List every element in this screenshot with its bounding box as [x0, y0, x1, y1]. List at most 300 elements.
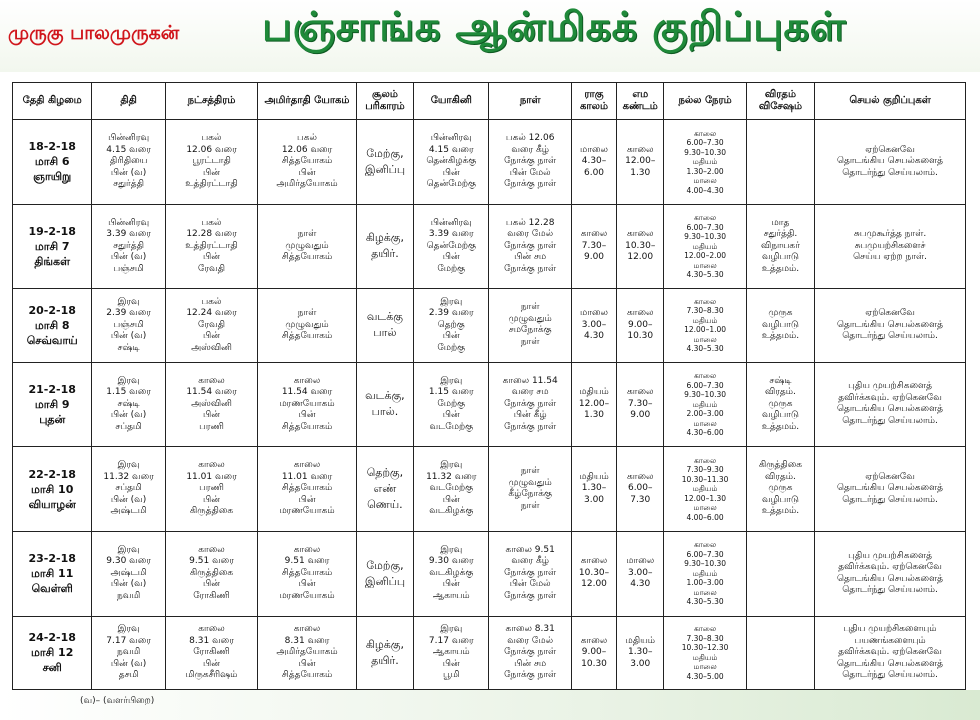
cell-line: காலை	[694, 128, 717, 138]
cell-line: உத்தமம்.	[761, 263, 800, 274]
cell-line: நாள்	[520, 336, 540, 347]
cell-line: வடக்கு	[366, 310, 403, 324]
cell-line: இரவு	[117, 296, 140, 307]
cell-line: அஷ்டமி	[110, 567, 147, 578]
cell-line: 7.30–	[581, 240, 607, 251]
cell-line: பரணி	[199, 483, 224, 494]
date-cell	[13, 447, 92, 532]
footer-note: (வ)– (வளர்பிறை)	[80, 696, 155, 706]
rahu-kalam-cell	[571, 120, 616, 205]
cell-line: தென்கிழக்கு	[426, 156, 477, 167]
cell-line: காலை	[694, 624, 717, 634]
column-header: நட்சத்திரம்	[165, 83, 257, 120]
cell-line: இரவு	[117, 624, 140, 635]
cell-line: நோக்கு நாள்	[504, 240, 557, 251]
cell-line: மாலை	[693, 587, 717, 597]
cell-line: சதுர்த்தி	[113, 179, 144, 190]
table-row	[13, 447, 966, 532]
cell-line: பின்	[203, 658, 220, 669]
cell-line: காலை	[627, 471, 654, 482]
cell-line: கீழ்நோக்கு	[508, 489, 552, 500]
cell-line: காலை	[694, 455, 717, 465]
cell-line: நோக்கு நாள்	[504, 156, 557, 167]
cell-line: தொடங்கிய செயல்களைத்	[837, 319, 944, 330]
cell-line: பின்	[203, 331, 220, 342]
cell-line: சதுர்த்தி.	[763, 229, 798, 240]
cell-line: மாசி 11	[31, 567, 74, 581]
nakshatram-cell	[165, 616, 257, 689]
cell-line: சித்தயோகம்	[281, 156, 333, 167]
cell-line: நோக்கு நாள்	[504, 567, 557, 578]
cell-line: பரணி	[199, 421, 224, 432]
cell-line: தொடர்ந்து செய்யலாம்.	[842, 167, 938, 178]
cell-line: காலை	[580, 229, 608, 240]
cell-line: 1.30–	[581, 483, 607, 494]
cell-line: பின்	[203, 494, 220, 505]
date-cell	[13, 531, 92, 616]
cell-line: 3.39 வரை	[428, 229, 474, 240]
cell-line: 2.39 வரை	[428, 308, 474, 319]
cell-line: பகல் 12.06	[505, 133, 555, 144]
cell-line: 7.30–9.30	[686, 465, 724, 475]
cell-line: முருக	[768, 308, 793, 319]
cell-line: சஷ்டி	[769, 375, 792, 386]
cell-line: மரணயோகம்	[279, 398, 335, 409]
yogam-cell	[258, 362, 357, 447]
cell-line: 12.24 வரை	[186, 308, 237, 319]
cell-line: நோக்கு நாள்	[504, 647, 557, 658]
cell-line: மாலை	[693, 260, 717, 270]
cell-line: இரவு	[440, 624, 463, 635]
naal-cell	[489, 531, 571, 616]
cell-line: புதிய முயற்சிகளைத்	[848, 550, 932, 561]
cell-line: காலை	[198, 544, 225, 555]
table-row	[13, 531, 966, 616]
table-row	[13, 204, 966, 289]
cell-line: முருக	[768, 483, 793, 494]
cell-line: காலை	[580, 635, 608, 646]
cell-line: பின்	[298, 658, 316, 669]
cell-line: 9.51 வரை	[284, 556, 330, 567]
cell-line: பஞ்சமி	[113, 263, 144, 274]
cell-line: சுபமுயற்சிகளைச்	[854, 240, 926, 251]
cell-line: மதியம்	[579, 387, 609, 398]
yogini-cell	[414, 120, 489, 205]
cell-line: பின்னிரவு	[430, 133, 472, 144]
page-title: பஞ்சாங்க ஆன்மிகக் குறிப்புகள்	[262, 4, 847, 50]
soolam-cell	[356, 531, 413, 616]
cell-line: நாள்	[520, 302, 540, 313]
cell-line: காலை	[627, 144, 654, 155]
cell-line: மதியம்	[692, 157, 718, 167]
cell-line: 4.00–6.00	[686, 512, 724, 522]
soolam-cell	[356, 362, 413, 447]
cell-line: தவிர்க்கவும். ஏற்கெனவே	[838, 392, 942, 403]
cell-line: வரை கீழ்	[511, 556, 549, 567]
cell-line: 6.00–7.30	[686, 380, 724, 390]
cell-line: தொடங்கிய செயல்களைத்	[837, 156, 944, 167]
cell-line: பகல்	[201, 133, 222, 144]
cell-line: 4.00–4.30	[686, 185, 724, 195]
cell-line: 9.30–10.30	[684, 232, 727, 242]
naal-cell	[489, 289, 571, 362]
cell-line: 11.32 வரை	[426, 471, 477, 482]
cell-line: வழிபாடு	[762, 252, 799, 263]
cell-line: 12.06 வரை	[186, 144, 237, 155]
cell-line: பின் சம	[514, 252, 547, 263]
date-cell	[13, 204, 92, 289]
cell-line: வெள்ளி	[31, 582, 73, 596]
cell-line: காலை 8.31	[505, 624, 555, 635]
naal-cell	[489, 204, 571, 289]
column-header: யோகினி	[414, 83, 489, 120]
cell-line: நாள்	[297, 308, 317, 319]
cell-line: முழுவதும்	[508, 313, 552, 324]
cell-line: மதியம்	[692, 652, 718, 662]
cell-line: காலை 9.51	[505, 544, 555, 555]
table-row	[13, 120, 966, 205]
cell-line: விநாயகர்	[761, 240, 800, 251]
cell-line: நோக்கு நாள்	[504, 398, 557, 409]
cell-line: 10.30–	[578, 567, 610, 578]
cell-line: 3.39 வரை	[106, 229, 151, 240]
cell-line: புதிய முயற்சிகளையும்	[843, 624, 937, 635]
cell-line: ஆகாயம்	[432, 647, 470, 658]
cell-line: பின்	[442, 331, 460, 342]
column-header: செயல் குறிப்புகள்	[815, 83, 966, 120]
cell-line: பால்.	[371, 405, 399, 419]
cell-line: பின்	[298, 167, 316, 178]
cell-line: 11.54 வரை	[281, 387, 333, 398]
cell-line: மரணயோகம்	[279, 590, 335, 601]
cell-line: அமிர்தயோகம்	[276, 647, 338, 658]
cell-line: பின்	[442, 494, 460, 505]
notes-cell	[815, 531, 966, 616]
cell-line: புதன்	[39, 412, 66, 426]
cell-line: 3.00	[583, 494, 605, 505]
cell-line: 12.00	[627, 252, 654, 263]
cell-line: காலை	[198, 460, 225, 471]
cell-line: காலை	[198, 624, 225, 635]
cell-line: தென்மேற்கு	[426, 240, 476, 251]
cell-line: தொடங்கிய செயல்களைத்	[837, 658, 944, 669]
cell-line: தசமி	[118, 670, 139, 681]
cell-line: இரவு	[117, 544, 140, 555]
cell-line: சஷ்டி	[117, 398, 140, 409]
cell-line: வரை மேல்	[507, 635, 554, 646]
cell-line: தயிர்.	[371, 247, 399, 261]
cell-line: 12.00–	[625, 156, 656, 167]
cell-line: மதியம்	[692, 315, 718, 325]
cell-line: காலை	[694, 213, 717, 223]
cell-line: 8.31 வரை	[284, 635, 330, 646]
cell-line: 9.30–10.30	[684, 559, 727, 569]
cell-line: 11.01 வரை	[281, 471, 333, 482]
cell-line: 12.00–1.30	[684, 493, 727, 503]
cell-line: காலை	[293, 544, 321, 555]
cell-line: ஆகாயம்	[432, 590, 470, 601]
cell-line: செவ்வாய்	[26, 333, 78, 347]
cell-line: வழிபாடு	[762, 410, 799, 421]
nalla-neram-cell	[664, 289, 746, 362]
cell-line: பின்	[442, 252, 460, 263]
cell-line: எண்	[373, 482, 397, 496]
nakshatram-cell	[165, 531, 257, 616]
cell-line: சித்தயோகம்	[281, 567, 333, 578]
cell-line: பின்னிரவு	[108, 217, 150, 228]
yogini-cell	[414, 531, 489, 616]
cell-line: மாலை	[626, 556, 655, 567]
panchangam-table	[12, 82, 966, 690]
cell-line: பின்	[203, 252, 220, 263]
column-header: தேதி கிழமை	[13, 83, 92, 120]
nakshatram-cell	[165, 204, 257, 289]
cell-line: வியாழன்	[28, 497, 76, 511]
cell-line: 7.30–	[627, 398, 653, 409]
cell-line: உத்தமம்.	[761, 506, 800, 517]
nakshatram-cell	[165, 447, 257, 532]
yogini-cell	[414, 289, 489, 362]
naal-cell	[489, 616, 571, 689]
cell-line: பின் மேல்	[509, 579, 551, 590]
cell-line: பஞ்சமி	[113, 319, 144, 330]
cell-line: மேற்கு,	[366, 146, 404, 160]
cell-line: திங்கள்	[34, 254, 71, 268]
column-header: அமிர்தாதி யோகம்	[258, 83, 357, 120]
cell-line: 12.00–2.00	[684, 251, 727, 261]
nalla-neram-cell	[664, 447, 746, 532]
naal-cell	[489, 362, 571, 447]
cell-line: சதுர்த்தி	[113, 240, 144, 251]
rahu-kalam-cell	[571, 204, 616, 289]
nalla-neram-cell	[664, 362, 746, 447]
cell-line: கிழக்கு,	[365, 637, 404, 651]
yogini-cell	[414, 447, 489, 532]
cell-line: தவிர்க்கவும். ஏற்கெனவே	[838, 647, 942, 658]
cell-line: பகல்	[201, 217, 222, 228]
thithi-cell	[92, 616, 165, 689]
cell-line: காலை 11.54	[502, 375, 558, 386]
cell-line: பூமி	[443, 670, 460, 681]
cell-line: மாலை	[580, 144, 608, 155]
viratham-cell	[746, 616, 814, 689]
cell-line: பின்	[203, 579, 220, 590]
cell-line: காலை	[198, 375, 225, 386]
cell-line: ணெய்.	[367, 498, 403, 512]
cell-line: பின்	[442, 410, 460, 421]
cell-line: 7.17 வரை	[428, 635, 474, 646]
cell-line: இனிப்பு	[364, 162, 406, 176]
cell-line: பயணங்களையும்	[854, 635, 926, 646]
cell-line: பகல் 12.28	[505, 217, 555, 228]
cell-line: 23-2-18	[28, 552, 76, 566]
cell-line: 11.32 வரை	[103, 471, 154, 482]
cell-line: நோக்கு நாள்	[504, 179, 557, 190]
column-header: சூலம் பரிகாரம்	[356, 83, 413, 120]
cell-line: விரதம்.	[765, 471, 796, 482]
cell-line: காலை	[627, 229, 654, 240]
cell-line: தென்மேற்கு	[426, 179, 476, 190]
cell-line: காலை	[293, 624, 321, 635]
author-name: முருகு பாலமுருகன்	[8, 22, 180, 44]
cell-line: தொடங்கிய செயல்களைத்	[837, 404, 944, 415]
cell-line: 12.06 வரை	[281, 144, 333, 155]
nakshatram-cell	[165, 362, 257, 447]
cell-line: நோக்கு நாள்	[504, 590, 557, 601]
rahu-kalam-cell	[571, 362, 616, 447]
cell-line: காலை	[627, 308, 654, 319]
cell-line: காலை	[293, 460, 321, 471]
cell-line: ஏற்கெனவே	[865, 471, 915, 482]
panchangam-table-container	[12, 82, 966, 690]
cell-line: மாலை	[693, 176, 717, 186]
cell-line: சப்தமி	[115, 421, 142, 432]
cell-line: 11.54 வரை	[186, 387, 237, 398]
cell-line: தொடர்ந்து செய்யலாம்.	[842, 670, 938, 681]
rahu-kalam-cell	[571, 447, 616, 532]
cell-line: பின்	[298, 410, 316, 421]
cell-line: மேற்கு	[437, 342, 466, 353]
column-header: ராகு காலம்	[571, 83, 616, 120]
cell-line: மேற்கு,	[366, 558, 404, 572]
cell-line: மதியம்	[692, 568, 718, 578]
cell-line: 2.00–3.00	[686, 409, 724, 419]
cell-line: 10.30	[627, 331, 654, 342]
cell-line: ஏற்கெனவே	[865, 308, 915, 319]
cell-line: முழுவதும்	[285, 319, 329, 330]
cell-line: திரிதியை	[109, 156, 148, 167]
cell-line: பின்னிரவு	[108, 133, 150, 144]
cell-line: 4.15 வரை	[428, 144, 474, 155]
cell-line: புதிய முயற்சிகளைத்	[848, 381, 932, 392]
cell-line: பின்	[298, 579, 316, 590]
cell-line: சித்தயோகம்	[281, 252, 333, 263]
cell-line: தயிர்.	[371, 653, 399, 667]
cell-line: 7.30–8.30	[686, 633, 724, 643]
cell-line: நோக்கு நாள்	[504, 263, 557, 274]
yogam-cell	[258, 120, 357, 205]
viratham-cell	[746, 120, 814, 205]
cell-line: மிருகசீரிஷம்	[185, 670, 238, 681]
cell-line: ரோகிணி	[193, 647, 230, 658]
notes-cell	[815, 447, 966, 532]
cell-line: 12.28 வரை	[186, 229, 237, 240]
viratham-cell	[746, 531, 814, 616]
cell-line: இரவு	[440, 296, 463, 307]
nalla-neram-cell	[664, 531, 746, 616]
cell-line: 10.30–12.30	[681, 643, 729, 653]
cell-line: காலை	[694, 371, 717, 381]
soolam-cell	[356, 120, 413, 205]
cell-line: இனிப்பு	[364, 574, 406, 588]
cell-line: பின்	[203, 167, 220, 178]
cell-line: 6.00–7.30	[686, 138, 724, 148]
cell-line: பால்	[373, 326, 397, 340]
cell-line: வடமேற்கு	[429, 483, 474, 494]
cell-line: சித்தயோகம்	[281, 483, 333, 494]
yogam-cell	[258, 531, 357, 616]
cell-line: பகல்	[201, 296, 222, 307]
cell-line: ஏற்கெனவே	[865, 144, 915, 155]
date-cell	[13, 616, 92, 689]
cell-line: பின்	[442, 579, 460, 590]
cell-line: பின் (வ)	[110, 331, 147, 342]
cell-line: மாலை	[580, 308, 608, 319]
ema-kandam-cell	[617, 616, 664, 689]
cell-line: கிருத்திகை	[189, 506, 234, 517]
nakshatram-cell	[165, 120, 257, 205]
soolam-cell	[356, 289, 413, 362]
cell-line: பின் (வ)	[110, 658, 147, 669]
cell-line: பூரட்டாதி	[192, 156, 231, 167]
cell-line: 8.31 வரை	[189, 635, 234, 646]
cell-line: 6.00–7.30	[686, 222, 724, 232]
cell-line: 3.00–	[581, 319, 607, 330]
notes-cell	[815, 616, 966, 689]
cell-line: உத்திரட்டாதி	[185, 179, 238, 190]
cell-line: அஸ்வினி	[191, 398, 232, 409]
cell-line: 9.00	[583, 252, 605, 263]
cell-line: மாலை	[693, 418, 717, 428]
date-cell	[13, 120, 92, 205]
cell-line: நாள்	[520, 500, 540, 511]
cell-line: 4.30	[630, 579, 651, 590]
cell-line: 9.00–	[627, 319, 653, 330]
notes-cell	[815, 120, 966, 205]
column-header: திதி	[92, 83, 165, 120]
cell-line: 24-2-18	[28, 631, 76, 645]
cell-line: மரணயோகம்	[279, 506, 335, 517]
cell-line: பின் (வ)	[110, 252, 147, 263]
thithi-cell	[92, 204, 165, 289]
cell-line: சித்தயோகம்	[281, 421, 333, 432]
column-header: நாள்	[489, 83, 571, 120]
thithi-cell	[92, 120, 165, 205]
cell-line: மதியம்	[692, 484, 718, 494]
yogini-cell	[414, 616, 489, 689]
cell-line: இரவு	[117, 460, 140, 471]
cell-line: பின் சம	[514, 658, 547, 669]
cell-line: கிருத்திகை	[189, 567, 234, 578]
cell-line: மாசி 6	[34, 155, 70, 169]
cell-line: 1.15 வரை	[106, 387, 151, 398]
cell-line: 7.30	[630, 494, 651, 505]
cell-line: 4.15 வரை	[106, 144, 151, 155]
cell-line: பின்	[203, 410, 220, 421]
cell-line: தெற்கு	[437, 319, 465, 330]
cell-line: வரை மேல்	[507, 229, 554, 240]
cell-line: பின் கீழ்	[513, 410, 547, 421]
cell-line: இரவு	[440, 375, 463, 386]
nalla-neram-cell	[664, 120, 746, 205]
cell-line: 9.30 வரை	[428, 556, 474, 567]
rahu-kalam-cell	[571, 289, 616, 362]
cell-line: 12.00	[581, 579, 607, 590]
cell-line: தெற்கு,	[366, 466, 404, 480]
cell-line: மாலை	[693, 334, 717, 344]
cell-line: இரவு	[117, 375, 140, 386]
cell-line: பின் (வ)	[110, 579, 147, 590]
cell-line: சித்தயோகம்	[281, 670, 333, 681]
thithi-cell	[92, 362, 165, 447]
cell-line: 7.17 வரை	[106, 635, 151, 646]
cell-line: உத்தமம்.	[761, 331, 800, 342]
viratham-cell	[746, 289, 814, 362]
table-row	[13, 616, 966, 689]
cell-line: முருக	[768, 398, 793, 409]
cell-line: 4.30–	[581, 156, 607, 167]
cell-line: தொடர்ந்து செய்யலாம்.	[842, 331, 938, 342]
